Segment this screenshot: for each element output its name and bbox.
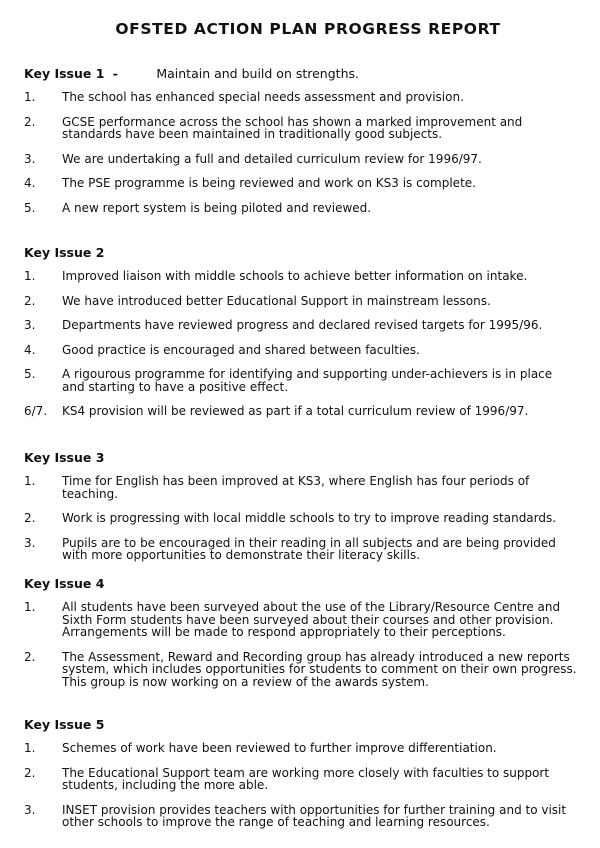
list-item	[24, 651, 578, 689]
item-text: Departments have reviewed progress and declared revised targets for 1995/96.	[62, 318, 543, 332]
item-number: 5.	[24, 200, 36, 215]
item-text: Time for English has been improved at KS3, where English has four periods of teaching.	[62, 474, 530, 501]
list-item	[24, 368, 578, 393]
item-text: Good practice is encouraged and shared between faculties.	[62, 342, 420, 357]
item-text: Schemes of work have been reviewed to further improve differentiation.	[62, 741, 497, 755]
section-heading: Key Issue 5	[24, 717, 105, 732]
section-heading: Key Issue 3	[24, 450, 105, 465]
page-title: OFSTED ACTION PLAN PROGRESS REPORT	[115, 20, 501, 38]
item-number: 1.	[24, 269, 36, 283]
item-number: 2.	[24, 765, 36, 780]
list-item	[24, 767, 578, 792]
list-item	[24, 116, 578, 141]
item-number: 2.	[24, 114, 36, 129]
item-number: 1.	[24, 741, 36, 755]
list-item	[24, 177, 578, 190]
item-text: We have introduced better Educational Support in mainstream lessons.	[62, 293, 491, 308]
item-text: KS4 provision will be reviewed as part if a total curriculum review of 1996/97.	[62, 404, 529, 418]
section-heading: Key Issue 2	[24, 245, 105, 260]
item-number: 3.	[24, 535, 36, 550]
item-text: Pupils are to be encouraged in their reading in all subjects and are being provided with more opportunities to demonstrate their literacy skills.	[62, 535, 556, 562]
item-number: 1.	[24, 474, 36, 488]
item-number: 3.	[24, 151, 36, 166]
item-text: The Educational Support team are working more closely with faculties to support students, including the more able.	[62, 765, 550, 792]
item-number: 4.	[24, 342, 36, 357]
section-heading	[24, 66, 578, 81]
item-number: 2.	[24, 293, 36, 308]
section-heading: Key Issue 4	[24, 576, 105, 591]
item-text: We are undertaking a full and detailed curriculum review for 1996/97.	[62, 151, 482, 166]
item-number: 2.	[24, 511, 36, 525]
item-text: Work is progressing with local middle schools to try to improve reading standards.	[62, 511, 557, 525]
heading-dash: -	[112, 66, 118, 81]
list-item	[24, 512, 578, 525]
key-issue-4-section	[24, 576, 578, 700]
section-heading-label: Key Issue 1	[24, 66, 105, 81]
list-item	[24, 601, 578, 639]
list-item	[24, 804, 578, 829]
item-text: A rigourous programme for identifying and supporting under-achievers is in place and starting to have a positive effect.	[62, 367, 553, 394]
list-item	[24, 202, 578, 215]
item-text: GCSE performance across the school has shown a marked improvement and standards have been maintained in traditionally good subjects.	[62, 114, 523, 141]
item-number: 5.	[24, 367, 36, 381]
item-text: The Assessment, Reward and Recording group has already introduced a new reports system, which includes opportunities for students to comment on their own progress. This group is now working on a review of the awards system.	[62, 649, 577, 689]
heading-note: Maintain and build on strengths.	[156, 66, 359, 81]
item-number: 1.	[24, 600, 36, 614]
item-text: INSET provision provides teachers with opportunities for further training and to visit other schools to improve the range of teaching and learning resources.	[62, 802, 567, 829]
list-item	[24, 475, 578, 500]
item-number: 2.	[24, 649, 36, 664]
item-text: All students have been surveyed about the use of the Library/Resource Centre and Sixth Form students have been surveyed about their courses and other provision. Arrangements will be made to respond appropriately to their perceptions.	[62, 600, 561, 639]
list-item	[24, 405, 578, 418]
key-issue-1-section	[24, 66, 578, 226]
item-text: The PSE programme is being reviewed and work on KS3 is complete.	[62, 176, 476, 190]
item-number: 4.	[24, 176, 36, 190]
list-item	[24, 91, 578, 104]
item-number: 1.	[24, 90, 36, 104]
item-text: The school has enhanced special needs assessment and provision.	[62, 90, 464, 104]
item-text: Improved liaison with middle schools to achieve better information on intake.	[62, 269, 528, 283]
item-number: 3.	[24, 802, 36, 817]
list-item	[24, 537, 578, 562]
key-issue-2-section	[24, 245, 578, 430]
list-item	[24, 742, 578, 755]
list-item	[24, 319, 578, 332]
list-item	[24, 270, 578, 283]
list-item	[24, 295, 578, 308]
list-item	[24, 344, 578, 357]
list-item	[24, 153, 578, 166]
item-number: 3.	[24, 318, 36, 332]
item-number: 6/7.	[24, 404, 48, 418]
key-issue-3-section	[24, 450, 578, 574]
item-text: A new report system is being piloted and reviewed.	[62, 200, 372, 215]
key-issue-5-section	[24, 717, 578, 841]
